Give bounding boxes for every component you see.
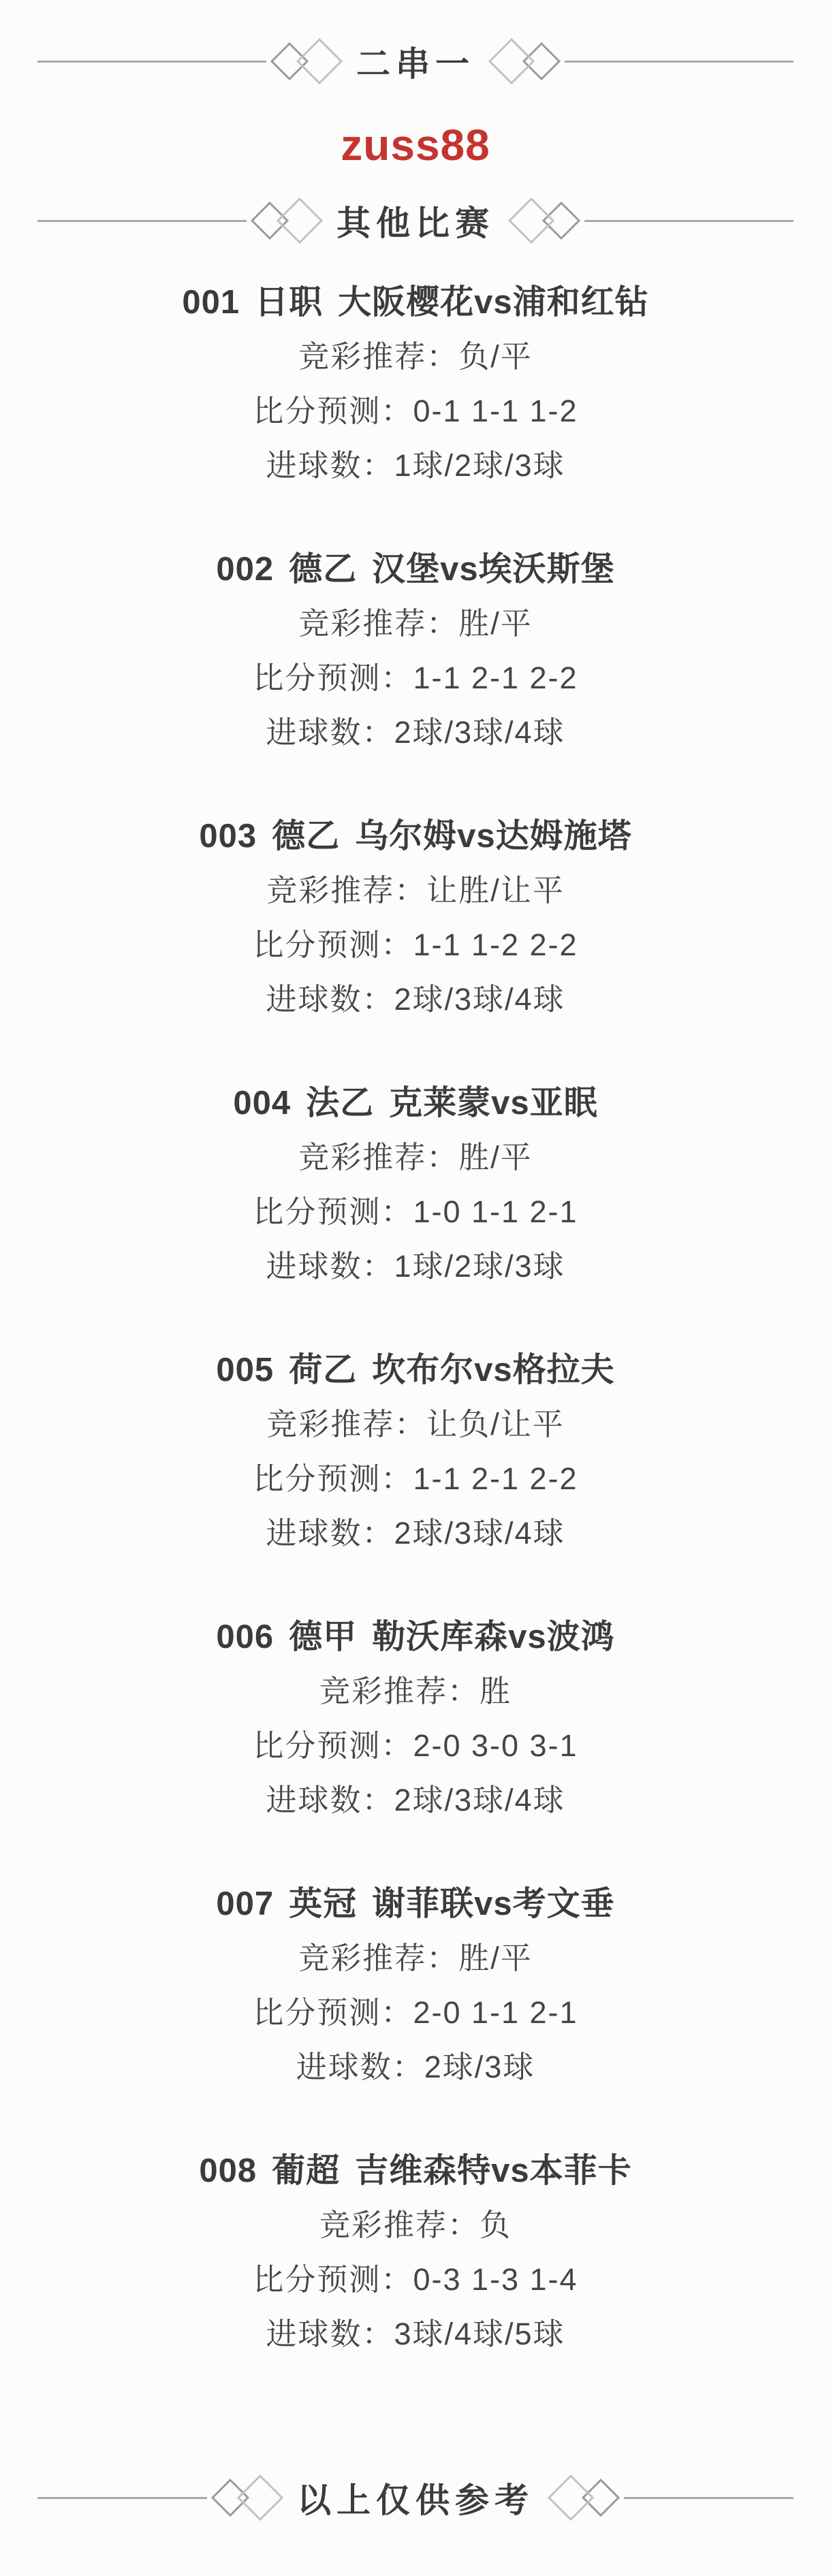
recommendation-row — [0, 1130, 831, 1185]
recommendation-label: 竞彩推荐： — [266, 1407, 427, 1442]
match-title — [0, 1343, 831, 1397]
divider-line-right — [624, 2497, 794, 2499]
divider-line-right — [565, 61, 794, 63]
match-title — [0, 1610, 831, 1664]
score-prediction-value: 0-1 1-1 1-2 — [413, 394, 578, 428]
score-prediction-row — [0, 1452, 831, 1506]
match-league: 日职 — [255, 284, 324, 321]
match-number: 003 — [199, 818, 257, 855]
score-prediction-row — [0, 384, 831, 439]
match-teams: 坎布尔vs格拉夫 — [372, 1352, 615, 1388]
match-teams: 吉维森特vs本菲卡 — [355, 2152, 632, 2189]
score-prediction-value: 1-1 1-2 2-2 — [413, 927, 578, 962]
goals-row — [0, 2307, 831, 2362]
score-prediction-label: 比分预测： — [253, 1461, 413, 1496]
match-number: 004 — [233, 1085, 292, 1122]
score-prediction-value: 2-0 3-0 3-1 — [413, 1728, 578, 1763]
goals-label: 进球数： — [266, 2317, 394, 2351]
score-prediction-label: 比分预测： — [253, 2262, 413, 2297]
match-league: 法乙 — [306, 1085, 375, 1122]
match-number: 005 — [216, 1352, 275, 1388]
recommendation-label: 竞彩推荐： — [319, 1674, 480, 1708]
recommendation-row — [0, 330, 831, 384]
match-teams: 勒沃库森vs波鸿 — [372, 1619, 615, 1655]
goals-value: 3球/4球/5球 — [394, 2317, 565, 2351]
match-list — [0, 275, 831, 2362]
double-diamond-icon — [207, 2469, 287, 2526]
goals-value: 2球/3球 — [424, 2050, 535, 2084]
match-title — [0, 1076, 831, 1130]
match-title — [0, 809, 831, 863]
match-teams: 汉堡vs埃沃斯堡 — [372, 551, 615, 588]
goals-label: 进球数： — [266, 1249, 394, 1284]
goals-row — [0, 972, 831, 1027]
recommendation-value: 胜/平 — [458, 1941, 533, 1975]
double-diamond-icon — [484, 33, 565, 90]
score-prediction-label: 比分预测： — [253, 1194, 413, 1229]
match-league: 德乙 — [272, 818, 341, 855]
match-block — [0, 542, 831, 760]
recommendation-label: 竞彩推荐： — [298, 1140, 459, 1175]
score-prediction-row — [0, 1719, 831, 1773]
match-number: 002 — [216, 551, 275, 588]
match-block — [0, 1343, 831, 1561]
score-prediction-label: 比分预测： — [253, 1728, 413, 1763]
recommendation-row — [0, 1664, 831, 1719]
score-prediction-row — [0, 651, 831, 705]
recommendation-label: 竞彩推荐： — [298, 606, 459, 641]
recommendation-row — [0, 1931, 831, 1986]
match-teams: 克莱蒙vs亚眠 — [389, 1085, 598, 1122]
score-prediction-value: 1-0 1-1 2-1 — [413, 1194, 578, 1229]
goals-value: 1球/2球/3球 — [394, 1249, 565, 1284]
recommendation-label: 竞彩推荐： — [319, 2208, 480, 2242]
recommendation-value: 负 — [480, 2208, 512, 2242]
recommendation-value: 负/平 — [458, 339, 533, 374]
match-league: 荷乙 — [289, 1352, 358, 1388]
score-prediction-label: 比分预测： — [253, 927, 413, 962]
recommendation-value: 胜 — [480, 1674, 512, 1708]
goals-row — [0, 2040, 831, 2095]
divider-line-left — [37, 2497, 207, 2499]
match-league: 德乙 — [289, 551, 358, 588]
goals-value: 2球/3球/4球 — [394, 982, 565, 1017]
brand-name: zuss88 — [341, 121, 490, 170]
score-prediction-label: 比分预测： — [253, 394, 413, 428]
recommendation-row — [0, 597, 831, 651]
match-title — [0, 542, 831, 597]
score-prediction-value: 0-3 1-3 1-4 — [413, 2262, 578, 2297]
match-number: 007 — [216, 1886, 275, 1922]
recommendation-label: 竞彩推荐： — [298, 1941, 459, 1975]
score-prediction-row — [0, 1185, 831, 1239]
goals-row — [0, 1239, 831, 1294]
match-league: 英冠 — [289, 1886, 358, 1922]
header-parlay-divider — [0, 33, 831, 90]
section-header-other-matches — [0, 192, 831, 249]
recommendation-value: 让负/让平 — [426, 1407, 565, 1442]
divider-line-right — [584, 220, 794, 222]
goals-row — [0, 1506, 831, 1561]
divider-line-left — [37, 61, 266, 63]
double-diamond-icon — [504, 192, 584, 249]
goals-value: 2球/3球/4球 — [394, 1783, 565, 1817]
other-matches-title: 其他比赛 — [336, 204, 495, 242]
score-prediction-label: 比分预测： — [253, 661, 413, 695]
recommendation-row — [0, 2198, 831, 2253]
recommendation-label: 竞彩推荐： — [298, 339, 459, 374]
goals-value: 2球/3球/4球 — [394, 1516, 565, 1551]
goals-row — [0, 439, 831, 493]
score-prediction-value: 2-0 1-1 2-1 — [413, 1995, 578, 2030]
match-number: 006 — [216, 1619, 275, 1655]
match-block — [0, 275, 831, 493]
goals-label: 进球数： — [266, 448, 394, 483]
match-title — [0, 1877, 831, 1931]
disclaimer-text: 以上仅供参考 — [297, 2481, 534, 2519]
goals-label: 进球数： — [266, 1783, 394, 1817]
double-diamond-icon — [247, 192, 327, 249]
recommendation-value: 让胜/让平 — [426, 873, 565, 908]
goals-row — [0, 705, 831, 760]
match-block — [0, 809, 831, 1027]
recommendation-value: 胜/平 — [458, 1140, 533, 1175]
match-number: 008 — [199, 2152, 257, 2189]
goals-value: 1球/2球/3球 — [394, 448, 565, 483]
score-prediction-row — [0, 2253, 831, 2307]
match-league: 德甲 — [289, 1619, 358, 1655]
match-league: 葡超 — [272, 2152, 341, 2189]
score-prediction-value: 1-1 2-1 2-2 — [413, 1461, 578, 1496]
recommendation-row — [0, 863, 831, 918]
goals-label: 进球数： — [266, 715, 394, 750]
match-block — [0, 2144, 831, 2362]
goals-label: 进球数： — [266, 982, 394, 1017]
divider-line-left — [37, 220, 247, 222]
match-block — [0, 1076, 831, 1294]
score-prediction-row — [0, 1986, 831, 2040]
footer-disclaimer — [0, 2469, 831, 2526]
match-teams: 谢菲联vs考文垂 — [372, 1886, 615, 1922]
match-title — [0, 2144, 831, 2198]
recommendation-value: 胜/平 — [458, 606, 533, 641]
parlay-title: 二串一 — [356, 45, 475, 83]
match-teams: 乌尔姆vs达姆施塔 — [355, 818, 632, 855]
recommendation-row — [0, 1397, 831, 1452]
recommendation-label: 竞彩推荐： — [266, 873, 427, 908]
score-prediction-row — [0, 918, 831, 972]
score-prediction-value: 1-1 2-1 2-2 — [413, 661, 578, 695]
match-block — [0, 1610, 831, 1828]
goals-label: 进球数： — [266, 1516, 394, 1551]
score-prediction-label: 比分预测： — [253, 1995, 413, 2030]
match-block — [0, 1877, 831, 2095]
goals-row — [0, 1773, 831, 1828]
goals-label: 进球数： — [296, 2050, 424, 2084]
match-teams: 大阪樱花vs浦和红钻 — [338, 284, 649, 321]
double-diamond-icon — [266, 33, 347, 90]
goals-value: 2球/3球/4球 — [394, 715, 565, 750]
match-title — [0, 275, 831, 330]
double-diamond-icon — [544, 2469, 624, 2526]
match-number: 001 — [182, 284, 240, 321]
